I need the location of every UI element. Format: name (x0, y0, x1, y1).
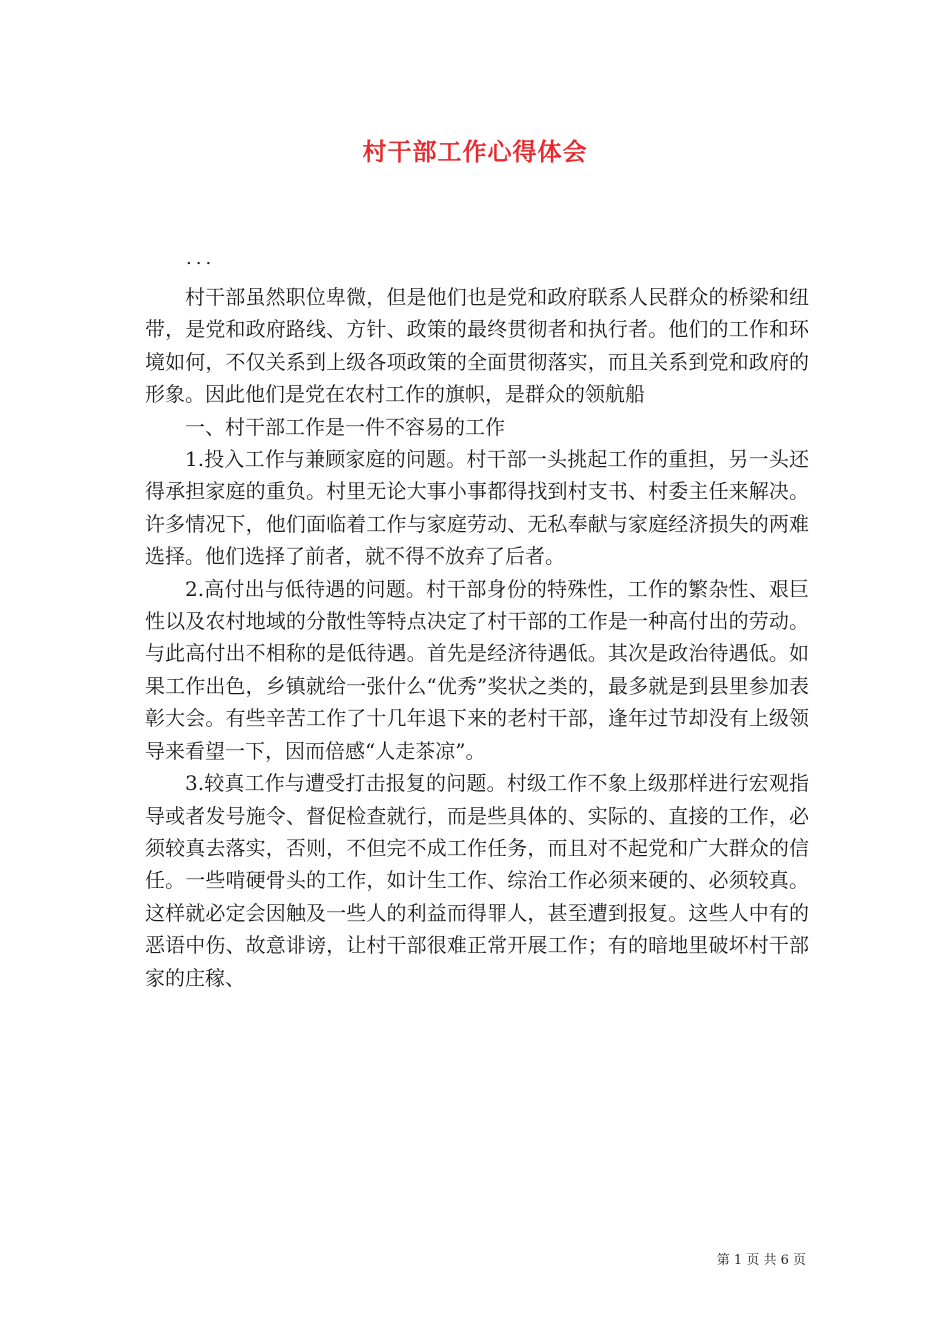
paragraph-item-2: 2.高付出与低待遇的问题。村干部身份的特殊性，工作的繁杂性、艰巨性以及农村地域的分散性等特点决定了村干部的工作是一种高付出的劳动。与此高付出不相称的是低待遇。首先是经济待遇低。其次是政治待遇低。如果工作出色，乡镇就给一张什么“优秀”奖状之类的，最多就是到县里参加表彰大会。有些辛苦工作了十几年退下来的老村干部，逢年过节却没有上级领导来看望一下，因而倍感“人走茶凉”。 (145, 576, 809, 763)
paragraph-item-1: 1.投入工作与兼顾家庭的问题。村干部一头挑起工作的重担，另一头还得承担家庭的重负。村里无论大事小事都得找到村支书、村委主任来解决。许多情况下，他们面临着工作与家庭劳动、无私奉献与家庭经济损失的两难选择。他们选择了前者，就不得不放弃了后者。 (145, 447, 809, 569)
paragraph-intro: 村干部虽然职位卑微，但是他们也是党和政府联系人民群众的桥梁和纽带，是党和政府路线、方针、政策的最终贯彻者和执行者。他们的工作和环境如何，不仅关系到上级各项政策的全面贯彻落实，而且关系到党和政府的形象。因此他们是党在农村工作的旗帜，是群众的领航船 (145, 285, 809, 407)
paragraph-item-3: 3.较真工作与遭受打击报复的问题。村级工作不象上级那样进行宏观指导或者发号施令、督促检查就行，而是些具体的、实际的、直接的工作，必须较真去落实，否则，不但完不成工作任务，而且对不起党和广大群众的信任。一些啃硬骨头的工作，如计生工作、综治工作必须来硬的、必须较真。这样就必定会因触及一些人的利益而得罪人，甚至遭到报复。这些人中有的恶语中伤、故意诽谤，让村干部很难正常开展工作；有的暗地里破坏村干部家的庄稼、 (145, 771, 809, 990)
page-number: 第 1 页 共 6 页 (716, 1253, 806, 1268)
document-body (145, 281, 809, 994)
section-heading-1: 一、村干部工作是一件不容易的工作 (185, 414, 505, 439)
document-title: 村干部工作心得体会 (362, 137, 588, 166)
ellipsis-marker: ... (186, 248, 216, 269)
